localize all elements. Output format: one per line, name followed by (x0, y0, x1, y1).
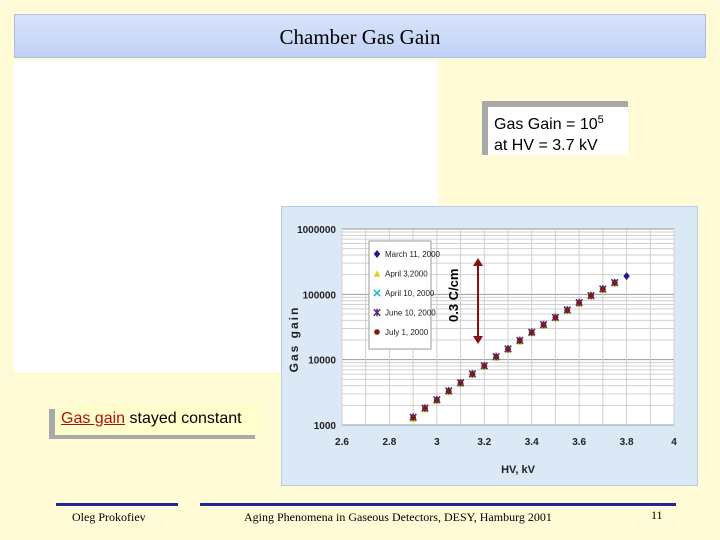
x-tick-label: 4 (671, 437, 677, 448)
legend-label: April 3,2000 (385, 269, 428, 279)
data-point-series-5 (434, 397, 440, 403)
footer-rule-left (56, 503, 178, 506)
footer-author: Oleg Prokofiev (72, 510, 146, 524)
callout-box (488, 107, 628, 155)
y-tick-label: 10000 (308, 355, 336, 367)
data-point-series-5 (422, 406, 428, 412)
chart-canvas (282, 207, 699, 487)
data-point-series-5 (541, 322, 547, 328)
legend-marker (374, 329, 380, 335)
data-point-series-5 (588, 293, 594, 299)
legend-label: April 10, 2000 (385, 289, 435, 298)
callout-line-2: at HV = 3.7 kV (494, 137, 598, 154)
y-axis-title: Gas gain (287, 305, 301, 373)
x-tick-label: 2.6 (335, 437, 349, 448)
x-tick-label: 3.6 (572, 437, 587, 448)
slide-title: Chamber Gas Gain (279, 24, 441, 49)
x-tick-label: 3.2 (477, 437, 492, 448)
data-point-series-5 (576, 300, 582, 306)
legend-label: July 1, 2000 (385, 328, 429, 337)
callout-exponent: 5 (597, 114, 604, 126)
legend-label: June 10, 2000 (385, 308, 436, 318)
data-point-series-5 (493, 354, 499, 360)
data-point-series-5 (446, 388, 452, 394)
data-point-series-5 (553, 315, 559, 321)
data-point-series-5 (505, 346, 511, 352)
constant-note (49, 405, 261, 439)
callout-line-1 (494, 110, 628, 135)
data-point-series-5 (481, 363, 487, 369)
data-point-series-5 (458, 380, 464, 386)
callout-text-1: Gas Gain = 10 (494, 116, 598, 133)
title-bar (14, 14, 706, 58)
y-tick-label: 1000 (313, 421, 336, 432)
data-point-series-5 (612, 280, 618, 286)
x-tick-label: 3 (434, 437, 440, 448)
note-rest: stayed constant (125, 410, 242, 427)
y-tick-label: 1000000 (297, 225, 336, 236)
x-tick-label: 2.8 (382, 437, 397, 448)
charge-label: 0.3 C/cm (446, 268, 461, 322)
note-gas-gain: Gas gain (61, 410, 126, 427)
double-arrow-icon (470, 258, 486, 344)
x-tick-label: 3.8 (619, 437, 634, 448)
gas-gain-chart (281, 206, 698, 486)
legend-label: March 11, 2000 (385, 250, 440, 259)
note-box (55, 405, 261, 435)
y-tick-label: 100000 (302, 290, 336, 302)
data-point-series-5 (517, 338, 523, 344)
data-point-series-5 (410, 415, 416, 421)
gain-callout (482, 101, 628, 155)
data-point-series-5 (470, 371, 476, 377)
data-point-series-5 (529, 330, 535, 336)
footer-event: Aging Phenomena in Gaseous Detectors, DESY, Hamburg 2001 (244, 510, 552, 524)
data-point-series-5 (600, 286, 606, 292)
x-tick-label: 3.4 (524, 437, 539, 448)
footer-rule-right (200, 503, 676, 506)
data-point-series-5 (564, 307, 570, 313)
page-number: 11 (651, 508, 663, 522)
x-axis-title: HV, kV (501, 464, 535, 476)
